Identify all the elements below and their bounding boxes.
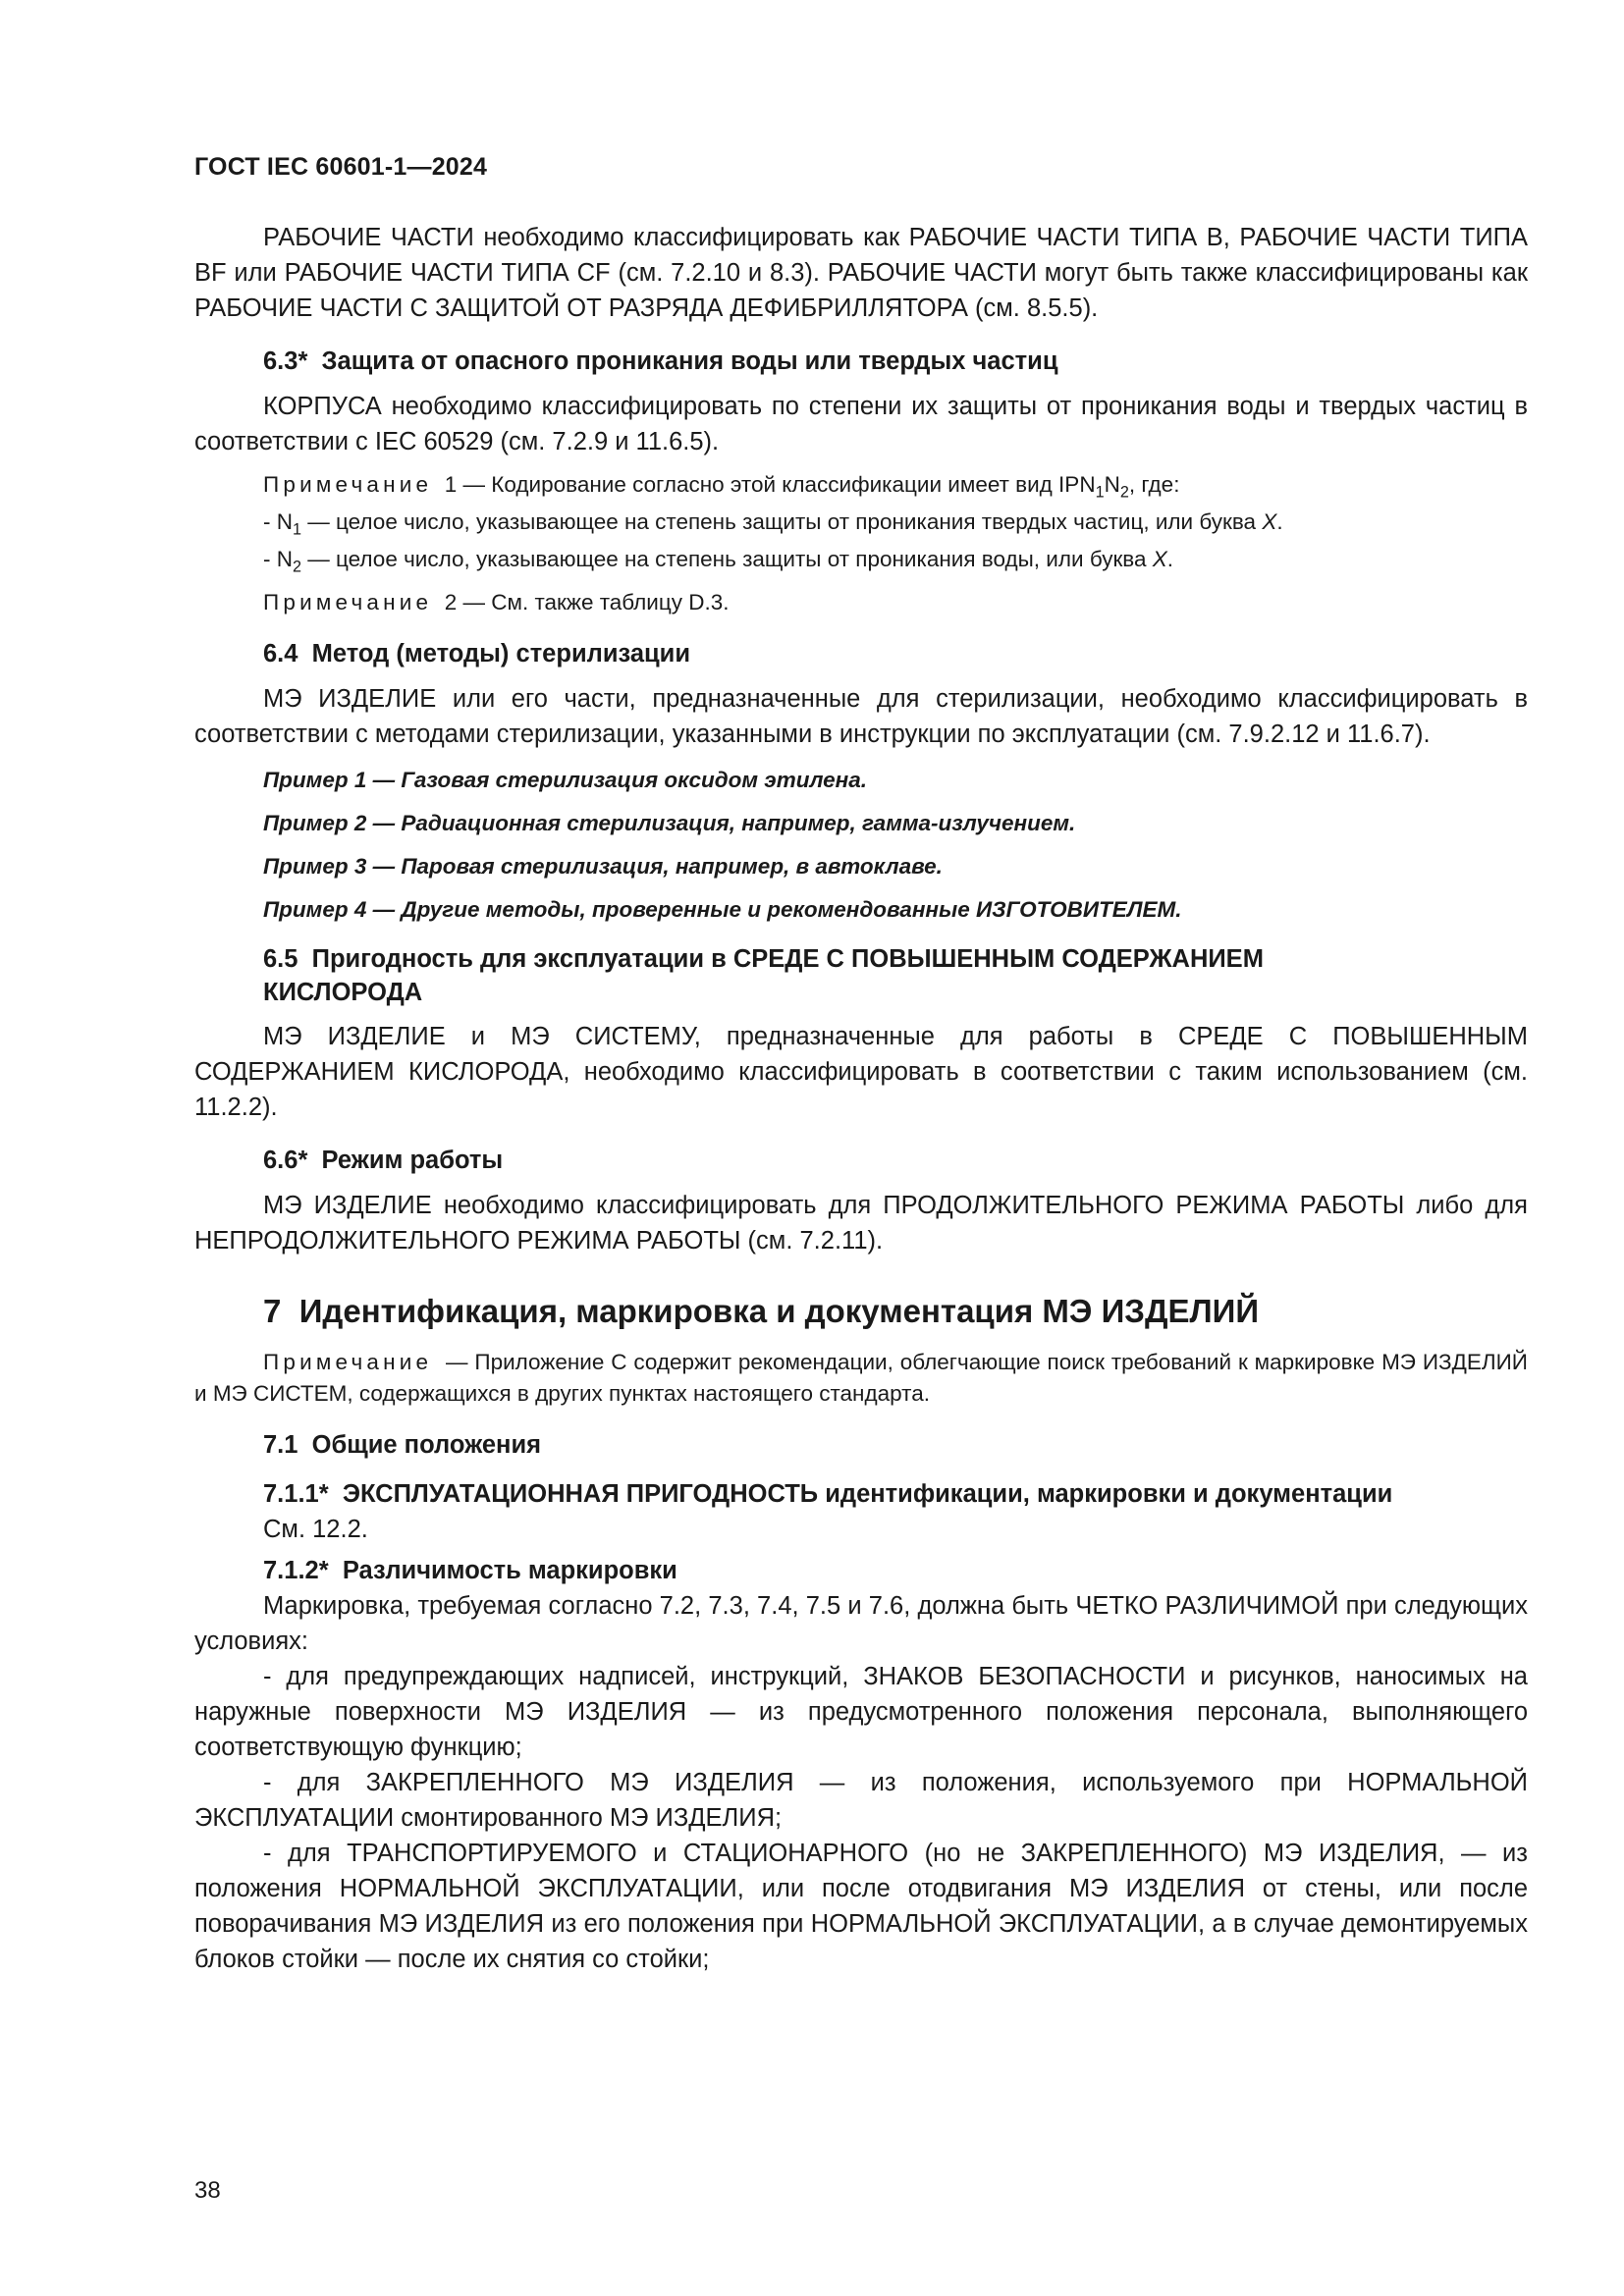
section-title: Защита от опасного проникания воды или твердых частиц bbox=[321, 347, 1058, 375]
list-item: - для предупреждающих надписей, инструкций, ЗНАКОВ БЕЗОПАСНОСТИ и рисунков, наносимых на наружные поверхности МЭ ИЗДЕЛИЯ — из предусмотренного положения персонала, выполняющего соответствующую функцию; bbox=[194, 1663, 1528, 1761]
section-number: 6.3* bbox=[263, 347, 308, 375]
note-bullet-2: - $N_2$ — целое число, указывающее на степень защиты от проникания воды, или буква X. bbox=[263, 547, 1174, 576]
example-1: Пример 1 — Газовая стерилизация оксидом этилена. bbox=[263, 768, 868, 792]
list-item: - для ТРАНСПОРТИРУЕМОГО и СТАЦИОНАРНОГО (но не ЗАКРЕПЛЕННОГО) МЭ ИЗДЕЛИЯ, — из положения НОРМАЛЬНОЙ ЭКСПЛУАТАЦИИ, или после отодвигания МЭ ИЗДЕЛИЯ от стены, или после поворачивания МЭ ИЗДЕЛИЯ из его положения при НОРМАЛЬНОЙ ЭКСПЛУАТАЦИИ, а в случае демонтируемых блоков стойки — после их снятия со стойки; bbox=[194, 1840, 1528, 1973]
section-number: 7.1.1* bbox=[263, 1480, 329, 1508]
note-1: Примечание 1 — Кодирование согласно этой классификации имеет вид $IPN_1N_2$, где: bbox=[263, 472, 1180, 502]
section-6-6-heading bbox=[194, 1143, 1528, 1178]
section-title: Метод (методы) стерилизации bbox=[311, 640, 691, 667]
section-number: 6.4 bbox=[263, 640, 298, 667]
section-number: 6.6* bbox=[263, 1147, 308, 1174]
section-7-1-heading bbox=[194, 1427, 1528, 1463]
section-number: 6.5 bbox=[263, 945, 298, 973]
document-header: ГОСТ IEC 60601-1—2024 bbox=[194, 153, 488, 181]
document-body bbox=[194, 220, 1528, 1977]
section-7-1-2-text: Маркировка, требуемая согласно 7.2, 7.3, 7.4, 7.5 и 7.6, должна быть ЧЕТКО РАЗЛИЧИМОЙ при следующих условиях: bbox=[194, 1592, 1528, 1655]
section-title: Идентификация, маркировка и документация МЭ ИЗДЕЛИЙ bbox=[298, 1293, 1260, 1329]
section-7-1-1-text: См. 12.2. bbox=[263, 1516, 368, 1543]
section-title: Режим работы bbox=[321, 1147, 504, 1174]
section-7-heading bbox=[194, 1292, 1528, 1331]
section-number: 7.1 bbox=[263, 1431, 298, 1459]
example-3: Пример 3 — Паровая стерилизация, например, в автоклаве. bbox=[263, 854, 943, 879]
note-2: Примечание 2 — См. также таблицу D.3. bbox=[263, 590, 730, 614]
section-7-1-2-heading bbox=[194, 1553, 1528, 1588]
section-title-cont: КИСЛОРОДА bbox=[263, 979, 423, 1006]
example-4: Пример 4 — Другие методы, проверенные и рекомендованные ИЗГОТОВИТЕЛЕМ. bbox=[263, 897, 1182, 922]
section-title: Различимость маркировки bbox=[342, 1557, 677, 1584]
section-7-note: Примечание — Приложение C содержит рекомендации, облегчающие поиск требований к маркировке МЭ ИЗДЕЛИЙ и МЭ СИСТЕМ, содержащихся в других пунктах настоящего стандарта. bbox=[194, 1350, 1528, 1406]
section-7-1-1-heading bbox=[194, 1476, 1528, 1512]
intro-paragraph: РАБОЧИЕ ЧАСТИ необходимо классифицировать как РАБОЧИЕ ЧАСТИ ТИПА B, РАБОЧИЕ ЧАСТИ ТИПА BF или РАБОЧИЕ ЧАСТИ ТИПА CF (см. 7.2.10 и 8.3). РАБОЧИЕ ЧАСТИ могут быть также классифицированы как РАБОЧИЕ ЧАСТИ С ЗАЩИТОЙ ОТ РАЗРЯДА ДЕФИБРИЛЛЯТОРА (см. 8.5.5). bbox=[194, 224, 1528, 322]
section-6-4-heading bbox=[194, 636, 1528, 671]
example-2: Пример 2 — Радиационная стерилизация, например, гамма-излучением. bbox=[263, 811, 1076, 835]
section-6-5-heading bbox=[194, 942, 1528, 1009]
list-item: - для ЗАКРЕПЛЕННОГО МЭ ИЗДЕЛИЯ — из положения, используемого при НОРМАЛЬНОЙ ЭКСПЛУАТАЦИИ смонтированного МЭ ИЗДЕЛИЯ; bbox=[194, 1769, 1528, 1832]
note-label: Примечание bbox=[263, 590, 433, 614]
section-6-4-text: МЭ ИЗДЕЛИЕ или его части, предназначенные для стерилизации, необходимо классифицировать в соответствии с методами стерилизации, указанными в инструкции по эксплуатации (см. 7.9.2.12 и 11.6.7). bbox=[194, 685, 1528, 748]
page-number: 38 bbox=[194, 2177, 221, 2204]
note-bullet-1: - $N_1$ — целое число, указывающее на степень защиты от проникания твердых частиц, или буква X. bbox=[263, 509, 1283, 539]
section-title: ЭКСПЛУАТАЦИОННАЯ ПРИГОДНОСТЬ идентификации, маркировки и документации bbox=[342, 1480, 1393, 1508]
section-title: Общие положения bbox=[311, 1431, 541, 1459]
section-6-6-text: МЭ ИЗДЕЛИЕ необходимо классифицировать для ПРОДОЛЖИТЕЛЬНОГО РЕЖИМА РАБОТЫ либо для НЕПРОДОЛЖИТЕЛЬНОГО РЕЖИМА РАБОТЫ (см. 7.2.11). bbox=[194, 1192, 1528, 1255]
section-number: 7.1.2* bbox=[263, 1557, 329, 1584]
section-6-5-text: МЭ ИЗДЕЛИЕ и МЭ СИСТЕМУ, предназначенные для работы в СРЕДЕ С ПОВЫШЕННЫМ СОДЕРЖАНИЕМ КИСЛОРОДА, необходимо классифицировать в соответствии с таким использованием (см. 11.2.2). bbox=[194, 1023, 1528, 1121]
note-label: Примечание bbox=[263, 472, 433, 497]
section-6-3-text: КОРПУСА необходимо классифицировать по степени их защиты от проникания воды и твердых частиц в соответствии с IEC 60529 (см. 7.2.9 и 11.6.5). bbox=[194, 393, 1528, 455]
section-6-3-heading bbox=[194, 344, 1528, 379]
section-title: Пригодность для эксплуатации в СРЕДЕ С ПОВЫШЕННЫМ СОДЕРЖАНИЕМ bbox=[311, 945, 1264, 973]
section-number: 7 bbox=[263, 1293, 282, 1329]
note-label: Примечание bbox=[263, 1350, 433, 1374]
